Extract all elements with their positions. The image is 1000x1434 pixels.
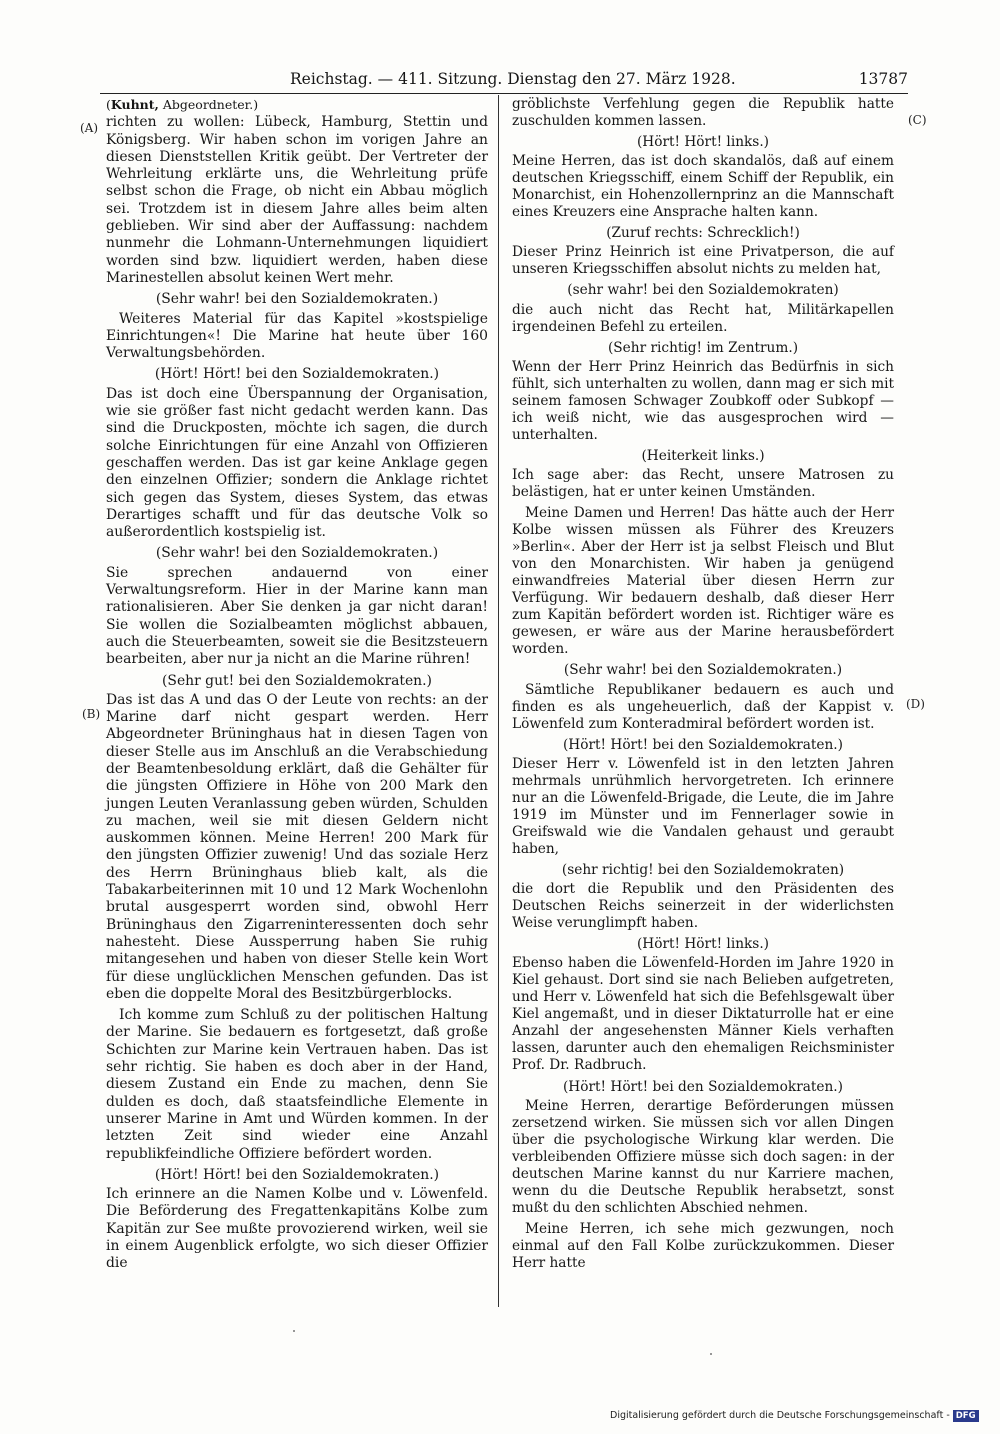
right-paragraph: gröblichste Verfehlung gegen die Republik hatte zuschulden kommen lassen. (512, 96, 894, 130)
dfg-logo: DFG (953, 1410, 979, 1422)
margin-marker-b: (B) (82, 707, 101, 721)
left-paragraph: Das ist das A und das O der Leute von rechts: an der Marine darf nicht gespart werden. Herr Abgeordneter Brüninghaus hat in diesen Tagen von dieser Stelle aus im Anschluß an die Verabschiedung der Beamtenbesoldung erklärt, daß die Gehälter für die jüngsten Offiziere in Höhe von 200 Mark den jungen Leuten Veranlassung geben würden, Schulden zu machen, weil sie mit diesen Geldern nicht auskommen können. Meine Herren! 200 Mark für den jüngsten Offizier zuwenig! Und das soziale Herz des Herrn Brüninghaus blieb kalt, als die Tabakarbeiterinnen mit 10 und 12 Mark Wochenlohn brutal ausgesperrt worden sind, obwohl Herr Brüninghaus den Zigarreninteressenten doch sehr nahesteht. Diese Aussperrung haben Sie ruhig mitangesehen und haben von dieser Stelle kein Wort für diese unglücklichen Menschen gefunden. Das ist eben die doppelte Moral des Besitzbürgerblocks. (106, 691, 488, 1002)
left-reaction: (Hört! Hört! bei den Sozialdemokraten.) (154, 366, 440, 383)
left-reaction: (Hört! Hört! bei den Sozialdemokraten.) (154, 1166, 440, 1183)
right-reaction: (Hört! Hört! bei den Sozialdemokraten.) (562, 736, 844, 753)
header-rule (100, 93, 908, 94)
left-paragraph: Ich erinnere an die Namen Kolbe und v. Löwenfeld. Die Beförderung des Fregattenkapitäns Kolbe zum Kapitän zur See mußte provozierend wirken, weil sie in einem Augenblick erfolgte, wo sich dieser Offizier die (106, 1186, 488, 1272)
right-paragraph: Meine Herren, das ist doch skandalös, daß auf einem deutschen Kriegsschiff, einem Schiff der Republik, ein Monarchist, ein Hohenzollernprinz an die Mannschaft eines Kreuzers eine Ansprache halten kann. (512, 153, 894, 221)
right-reaction: (Hört! Hört! links.) (636, 134, 770, 151)
credit-text: Digitalisierung gefördert durch die Deutsche Forschungsgemeinschaft - (610, 1410, 950, 1421)
right-paragraph: Wenn der Herr Prinz Heinrich das Bedürfnis in sich fühlt, sich unterhalten zu wollen, dann mag er sich mit seinem famosen Schwager Zoubkoff oder Subkopf — ich weiß nicht, wie das ausgesprochen wird — unterhalten. (512, 358, 894, 443)
speaker-name: Kuhnt, (110, 97, 159, 112)
left-reaction: (Sehr gut! bei den Sozialdemokraten.) (162, 672, 432, 689)
right-paragraph: die auch nicht das Recht hat, Militärkapellen irgendeinen Befehl zu erteilen. (512, 301, 894, 335)
left-paragraph: Das ist doch eine Überspannung der Organisation, wie sie größer fast nicht gedacht werden kann. Das sind die Druckposten, möchte ich sagen, die durch solche Einrichtungen für eine Anzahl von Offizieren geschaffen werden. Das ist gar keine Anklage gegen den einzelnen Offizier; sondern die Anklage richtet sich gegen das System, dieses System, das etwas Derartiges schafft und für das deutsche Volk so außerordentlich kostspielig ist. (106, 385, 488, 541)
left-column (106, 96, 488, 1277)
margin-marker-c: (C) (908, 113, 927, 127)
left-reaction: (Sehr wahr! bei den Sozialdemokraten.) (155, 545, 439, 562)
right-paragraph: Dieser Prinz Heinrich ist eine Privatperson, die auf unseren Kriegsschiffen absolut nichts zu melden hat, (512, 244, 894, 278)
header-title: Reichstag. — 411. Sitzung. Dienstag den 27. März 1928. (290, 70, 736, 88)
right-paragraph: Sämtliche Republikaner bedauern es auch und finden es als ungeheuerlich, daß der Kappist v. Löwenfeld zum Konteradmiral befördert worden ist. (512, 681, 894, 732)
left-paragraph: richten zu wollen: Lübeck, Hamburg, Stettin und Königsberg. Wir haben schon im vorigen Jahre an diesen Dienststellen Kritik geübt. Der Vertreter der Wehrleitung erklärte uns, die Wehrleitung prüfe selbst schon die Frage, ob nicht ein Abbau möglich sei. Trotzdem ist in diesem Jahre alles beim alten geblieben. Wir sind aber der Auffassung: nachdem nunmehr die Lohmann-Unternehmungen liquidiert worden sind bzw. liquidiert werden, haben diese Marinestellen absolut keinen Wert mehr. (106, 114, 488, 286)
left-paragraph: Sie sprechen andauernd von einer Verwaltungsreform. Hier in der Marine kann man rationalisieren. Aber Sie denken ja gar nicht daran! Sie wollen die Sozialbeamten möglichst abbauen, auch die Steuerbeamten, soweit sie die Besitzsteuern bearbeiten, aber nur ja nicht an die Marine rühren! (106, 564, 488, 668)
right-reaction: (Heiterkeit links.) (641, 447, 765, 464)
right-paragraph: Ebenso haben die Löwenfeld-Horden im Jahre 1920 in Kiel gehaust. Dort sind sie nach Belieben aufgetreten, und Herr v. Löwenfeld hat sich die Befehlsgewalt über Kiel angemaßt, und in dieser Diktaturrolle hat er eine Anzahl der angesehensten Männer Kiels verhaften lassen, darunter auch den ehemaligen Reichsminister Prof. Dr. Radbruch. (512, 955, 894, 1074)
right-paragraph: Dieser Herr v. Löwenfeld ist in den letzten Jahren mehrmals unrühmlich hervorgetreten. Ich erinnere nur an die Löwenfeld-Brigade, die Leute, die im Jahre 1919 im Münster und im Fennerlager sowie in Greifswald wie die Vandalen gehaust und geraubt haben, (512, 755, 894, 857)
right-reaction: (Sehr wahr! bei den Sozialdemokraten.) (563, 662, 843, 679)
digitization-credit (610, 1410, 979, 1422)
column-divider (498, 95, 499, 1307)
right-reaction: (Sehr richtig! im Zentrum.) (607, 339, 799, 356)
right-reaction: (sehr richtig! bei den Sozialdemokraten) (561, 861, 845, 878)
right-paragraph: Meine Damen und Herren! Das hätte auch der Herr Kolbe wissen müssen als Führer des Kreuzers »Berlin«. Aber der Herr ist ja selbst Fleisch und Blut von den Monarchisten. Wir haben ja genügend einwandfreies Material über diesen Herrn zur Verfügung. Wir bedauern deshalb, daß dieser Herr zum Kapitän befördert worden ist. Richtiger wäre es gewesen, er wäre aus der Marine herausbefördert worden. (512, 505, 894, 658)
scan-speck (293, 1330, 295, 1332)
left-paragraph: Ich komme zum Schluß zu der politischen Haltung der Marine. Sie bedauern es fortgesetzt, daß große Schichten zur Marine kein Vertrauen haben. Das ist sehr richtig. Sie haben es doch aber in der Hand, diesem Zustand ein Ende zu machen, denn Sie dulden es doch, daß staatsfeindliche Elemente in unserer Marine in Amt und Würden kommen. In der letzten Zeit sind wieder eine Anzahl republikfeindliche Offiziere befördert worden. (106, 1007, 488, 1162)
right-reaction: (Zuruf rechts: Schrecklich!) (606, 225, 800, 242)
right-paragraph: Ich sage aber: das Recht, unsere Matrosen zu belästigen, hat er unter keinen Umständen. (512, 466, 894, 500)
right-reaction: (Hört! Hört! links.) (636, 936, 770, 953)
speaker-role: Abgeordneter. (162, 97, 254, 112)
right-paragraph: die dort die Republik und den Präsidenten des Deutschen Reichs seinerzeit in der widerlichsten Weise verunglimpft haben. (512, 881, 894, 932)
right-column (512, 96, 894, 1276)
page-header (100, 70, 908, 92)
margin-marker-a: (A) (80, 121, 99, 135)
margin-marker-d: (D) (906, 697, 925, 711)
right-paragraph: Meine Herren, ich sehe mich gezwungen, noch einmal auf den Fall Kolbe zurückzukommen. Dieser Herr hatte (512, 1220, 894, 1271)
page-number: 13787 (858, 70, 908, 88)
left-paragraph: Weiteres Material für das Kapitel »kostspielige Einrichtungen«! Die Marine hat heute über 160 Verwaltungsbehörden. (106, 310, 488, 362)
right-paragraph: Meine Herren, derartige Beförderungen müssen zersetzend wirken. Sie müssen sich vor allen Dingen über die psychologische Wirkung klar werden. Die verbleibenden Offiziere müsse sich doch sagen: in der deutschen Marine kannst du nur Karriere machen, wenn du die Deutsche Republik herabsetzt, sonst mußt du den schlichten Abschied nehmen. (512, 1097, 894, 1216)
left-reaction: (Sehr wahr! bei den Sozialdemokraten.) (155, 291, 439, 308)
right-reaction: (Hört! Hört! bei den Sozialdemokraten.) (562, 1078, 844, 1095)
scan-speck (710, 1353, 712, 1355)
speaker-line: (Kuhnt, Abgeordneter.) (106, 97, 259, 112)
right-reaction: (sehr wahr! bei den Sozialdemokraten) (567, 282, 839, 299)
